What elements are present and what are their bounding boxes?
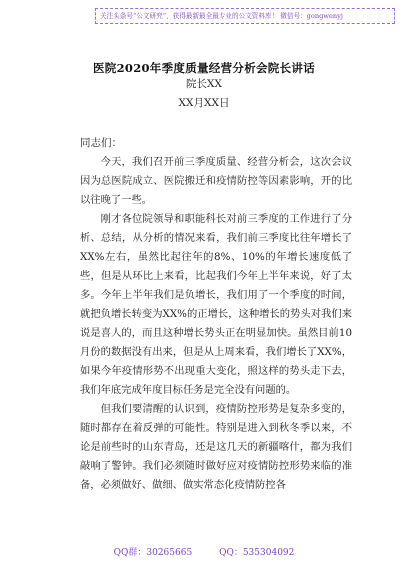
speaker-line: 院长XX [186,78,222,90]
document-title: 医院2020年季度质量经营分析会院长讲话 [92,61,315,75]
footer-qq-group: QQ群：30265665 [113,548,193,558]
date-line: XX月XX日 [178,97,230,109]
paragraph: 刚才各位院领导和职能科长对前三季度的工作进行了分析、总结，从分析的情况来看，我们前三季度比往年增长了XX%左右，虽然比起往年的8%、10%的年增长速度低了些，但是从环比上来看，比起我们今年上半年来说，好了太多。今年上半年我们是负增长，我们用了一个季度的时间，就把负增长转变为XX%的正增长，这种增长的势头对我们来说是喜人的，而且这种增长势头正在明显加快。虽然目前10月份的数据没有出来，但是从上周来看，我们增长了XX%，如果今年疫情形势不出现重大变化，照这样的势头走下去，我们年底完成年度目标任务是完全没有问题的。 [80,213,352,396]
header-banner: 关注头条号“公文研究”，获得最新最全最专业的公文资料库！ 微信号：gongwenyj [95,8,395,24]
footer-qq: QQ：535304092 [219,548,295,558]
body-text [80,153,352,495]
greeting: 同志们： [80,137,122,149]
paragraph: 但我们要清醒的认识到，疫情防控形势是复杂多变的，随时都存在着反弹的可能性。特别是进入到秋冬季以来，不论是前些时的山东青岛，还是这几天的新疆喀什，都为我们敲响了警钟。我们必须随时做好应对疫情防控形势来临的准备，必须做好、做细、做实常态化疫情防控各 [80,403,352,491]
footer [0,545,408,558]
paragraph: 今天，我们召开前三季度质量、经营分析会，这次会议因为总医院成立、医院搬迁和疫情防控等因素影响，开的比以往晚了一些。 [80,156,352,206]
